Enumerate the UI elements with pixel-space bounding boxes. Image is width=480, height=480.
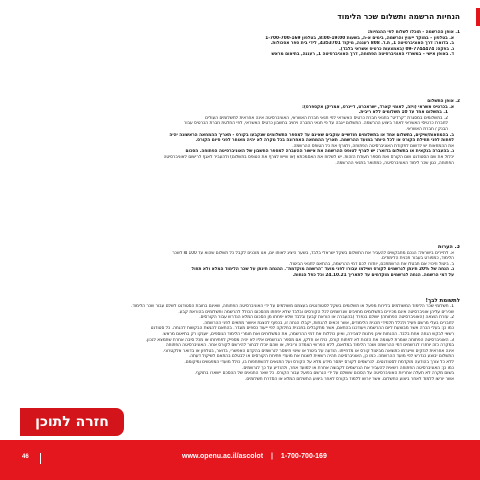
page-number-divider xyxy=(40,453,41,464)
payment-line: ג. בהעברה בנקאית או בתשלום בדואר: יש לצרף לטופס ההרשמה את אישור ההעברה למספר החשבון של האוניברסיטה הפתוחה. הסכום xyxy=(185,149,454,155)
note-line: 1. תשלומי שכר הלימוד המשולמים בלירות מפעל או תשלומים בשקל לסטודנטים בעצמם משולמים על ידי האוניברסיטה הפתוחה, שאינם בחובת הסטודנט לשלם עבור שכר הלימוד. xyxy=(131,304,454,309)
payment-line: את ההמחאות יש לרשום לפקודת האוניברסיטה הפתוחה, ולצרף את כל הטופס ההרשמה. xyxy=(292,143,454,149)
remark-line: ג. הנחה של 20% תינתן לנרשמים לקורס ושילמו עבורו לפני מועד "הרשמה מוקדמת". ההנחה תינתן על שכר הלימוד המלא ולא תחול xyxy=(191,267,454,273)
payment-section xyxy=(48,99,460,166)
note-line: כמו כן: האוניברסיטה הפתוחה רשאית להעביר את הנרשמים לקבוצה אחרת או למועד אחר, ולהודיע על כך לנרשמים. xyxy=(242,365,454,371)
remark-line: על דמי הרשמה. הנחה לנרשמים מוקדמים עד לתאריך 24.10.21 וכל כפל הנחות. xyxy=(292,272,454,278)
footer-contact xyxy=(182,453,327,460)
page-number: 46 xyxy=(22,454,29,460)
payment-line: הפתוחה, כגון שכר לימוד האוניברסיטה, כמתואר בתנאי ההרשמה. xyxy=(335,160,454,166)
payment-line: יכלול את שם הסטודנט ושם הקורס ואת מספר תעודת הזהות. יש לשלוח את האסמכתא (או שייש לצרף את הטופס בתשלום) ולהעביר לאגף לרישום לאוניברסיטה xyxy=(163,154,454,160)
registration-section xyxy=(48,30,460,58)
note-line: בשום מקרה לא תעלה אחריות האוניברסיטה על הסכום ששולם על ידי הנרשם בפועל עבור הקורס. כל שאר התנאים של ההסכם יישארו בתוקף. xyxy=(194,371,454,377)
registration-line: ג. בפקס: 09-7744474 (באמצעות כרטיס אשראי בלבד). xyxy=(339,46,454,52)
notes-heading: לתשומת לבך! xyxy=(425,298,460,304)
note-line: התשלום יבוצע כנדרש לפי מועד ההרשמה. כמו כן, האוניברסיטה תהיה רשאית לשנות את מועדי פתיחת הקורסים או לבטלם בהתאם לשיקול דעתה. xyxy=(188,354,454,360)
registration-heading: 1. אופן ההרשמה - תוכלו לשלוח לפי ההנחיות: xyxy=(367,30,460,35)
note-line: 2. עזרת הוצאה (האוניברסיטה הפתוחה) ישולם בנפרד (בהעברה או הוראת קבע) ובלבד שלא יפחתו מן הסכום המלא הנדרש עבור הקורסים. xyxy=(199,315,454,321)
back-to-contents-button[interactable]: חזרה לתוכן xyxy=(20,408,124,436)
payment-line: 2. בתשלומים במסגרת "קרדיט" בתנאי חברת כרטיס האשראי לפי תנאי חברת האשראי, האוניברסיטה אינה אחראית לתשלומים העולים xyxy=(205,115,448,121)
footer-bar xyxy=(0,440,480,480)
remark-line: ב. ביטול וזיכוי: אם תבטלו את הרשמתכם, יוחזרו לכם דמי ההרשמה, בהתאם לתנאי הביטול. xyxy=(288,261,454,267)
website-link[interactable]: www.openu.ac.il/ascolot xyxy=(182,453,264,460)
note-line: 3. האוניברסיטה הפתוחה שומרת לעצמה את הזכות לא לפתוח קורס, כולו או חלקו, אם מספר הנרשמים אליו לא יהיה מספיק לפתיחתו או מכל סיבה אחרת שתמצא לנכון. xyxy=(145,337,454,343)
page-title: הנחיות הרשמה ותשלום שכר הלימוד xyxy=(337,12,460,21)
note-line: רשאי לבקש הנחה אחת בלבד. ההנחות אינן ניתנות לצבירה, ואינן כוללות את דמי ההרשמה, את המשלוחים ואת חומרי הלימוד הנוספים, יוענקו רק בתיאום מראש. xyxy=(162,331,454,337)
note-line: לחברים בעלי מרשם פעיל ולכלל תלמידי תכנית הלימודים, אשר זכאים להנחות, יקבלו הנחה זו, בכפוף להצגת אישור מתאים לפני ההרשמה. xyxy=(203,320,454,326)
footer-separator: | xyxy=(271,453,273,460)
note-line: במקרה כזה יוחזרו לנרשמים דמי ההרשמה ושכר הלימוד במלואם, ללא הפרשי הצמדה וריבית, או שהם יוכלו לבחור להירשם לקורס אחר. האוניברסיטה הפתוחה xyxy=(165,343,454,349)
note-line: אשר יורשו ללמוד לאחר ביצוע התשלום. אשר יורשו ללמוד בקורס לאחר ביצוע התשלום המלא או הסדרת תשלומים. xyxy=(245,376,454,382)
payment-heading: 2. אופן התשלום xyxy=(427,99,460,104)
payment-line: הבנק / חברת האשראי. xyxy=(405,126,448,132)
registration-line: ב. בדואר: דרך האוניברסיטה 1, ת.ד. 808 רעננה, מיקוד 4353701, לידי בית ספר אסכולות. xyxy=(270,41,454,47)
payment-line: א. בכרטיס אשראי (ויזה, לאומי קארד, ישראכרט, דיינרס, אמריקן אקספרס): xyxy=(302,104,454,110)
note-line: שכירים עליהן אוניברסיטה אינם מכירים בתשלומים מחויבים שנרשמים לכל הקורסים ובלבד שלא יפחתו מהסכום הכולל להרשמה ותשלומים בהוראת קבע. xyxy=(178,309,454,315)
note-line: אינה אחראית לנזקים שייגרמו כתוצאה מביטול קורס או מדחייתו. הודעה על ביטול או שינוי תימסר לנרשמים בהקדם האפשרי, בדואר, בטלפון או בדואר אלקטרוני. xyxy=(162,348,454,354)
registration-line: א. בטלפון – במוקד ייעוץ והרשמה, בימים א-ה, בשעות 8:00-19:00, בטלפון 1-700-700-169 xyxy=(265,35,454,41)
remarks-section xyxy=(48,245,460,279)
note-line: כמו כן: בעלי הכרה אשר מבוצעת ליום ההרשמה ויעודכנו בהתאם, אשר מתקבלים בתכנית בחלוקה לפי ייעוד כספים מוגדר. בהתאם להגשת הבקשות להנחה. כל סטודנט xyxy=(150,326,454,332)
remarks-heading: 3. הערות xyxy=(437,245,460,250)
payment-line: ב. בהמחאות/שיקים, בתשלום אחד או בתשלומים חודשיים עוקבים שאינם עד למספר התשלומים שנקבעו בקורס - תאריך ההמחאה הראשונה יהיה xyxy=(169,132,454,138)
registration-line: ד. באופן אישי – במשרדי האוניברסיטה הפתוחה, דרך האוניברסיטה 1, רעננה, בתיאום מראש xyxy=(271,52,454,58)
notes-section xyxy=(48,298,460,382)
payment-line: 1. בתשלום אחד עד 10 תשלומים ללא ריבית. xyxy=(358,110,448,116)
payment-line: לפחות לפני תחילת הקורס או לכל היותר במועד ההרשמה. תאריך ההמחאה האחרונה בכל מקרה לא יהיה מאוחר לפני סיום הקורס. xyxy=(195,138,454,144)
remark-line: א. לתיירים בישראל: הנכם מתבקשים להעביר את התשלום בשקל ישראלי בלבד, בשער היציג לאותו יום, אנו מוכנים לקבל כל תשלום שהוא עד 100 ₪ לשכר xyxy=(172,250,454,256)
note-line: ללא כל צורך בהודעה מוקדמת לסטודנטים. לנרשמים לקורס יימסר מידע מלא על הקורס ועל התנאים להשתתפות בו, כולל מועדי המפגשים ומיקומם. xyxy=(184,359,454,365)
payment-line: לחברת כרטיסי האשראי לאחר ביצוע ההרשמה. התשלום ייגבה על פי תנאי החברה ויחויב בחשבון כרטיס האשראי, לפי החלטת חברת הכרטיס עבור xyxy=(183,121,448,127)
remark-line: הלימוד, כמפורט בעבור תכנית הלימודים. xyxy=(380,256,454,262)
side-tab-marker xyxy=(476,8,480,26)
phone-number[interactable]: 1-700-700-169 xyxy=(280,453,327,460)
